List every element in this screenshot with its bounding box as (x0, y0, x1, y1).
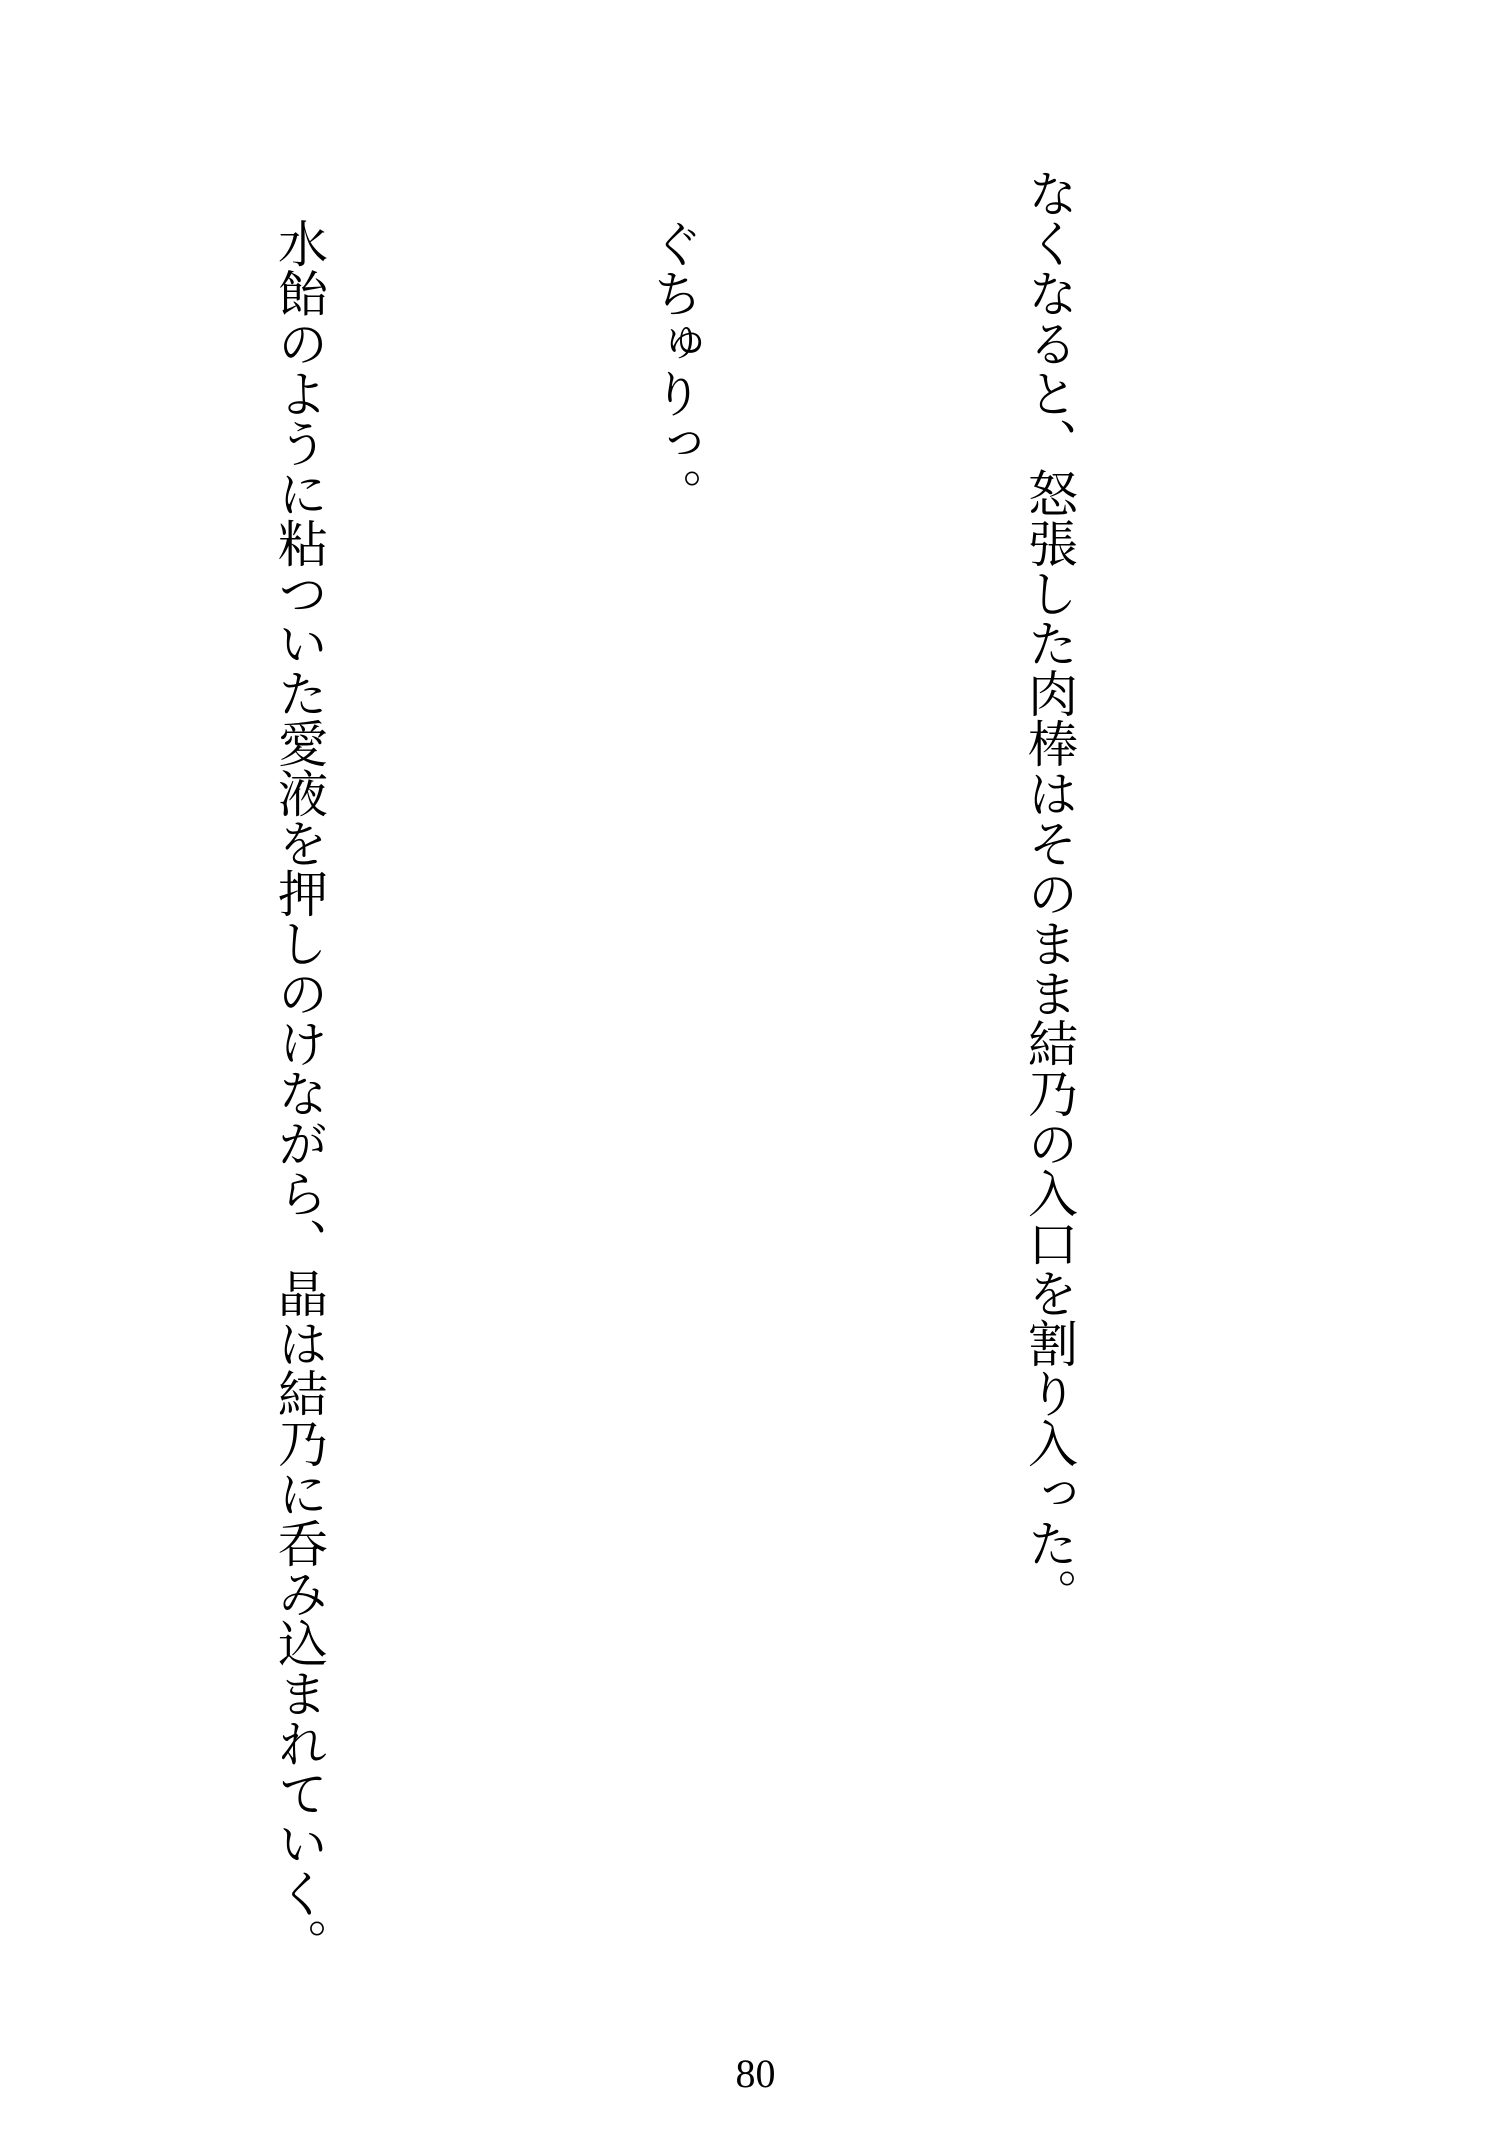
text-line: ぐちゅりっ。 (645, 168, 703, 518)
vertical-text-body (141, 168, 1361, 2018)
text-line: なくなると、怒張した肉棒はそのまま結乃の入口を割り入った。 (1020, 168, 1078, 1618)
text-line: 水飴のように粘ついた愛液を押しのけながら、晶は結乃に呑み込まれていく。 (270, 168, 328, 1968)
page-number: 80 (735, 2051, 776, 2096)
